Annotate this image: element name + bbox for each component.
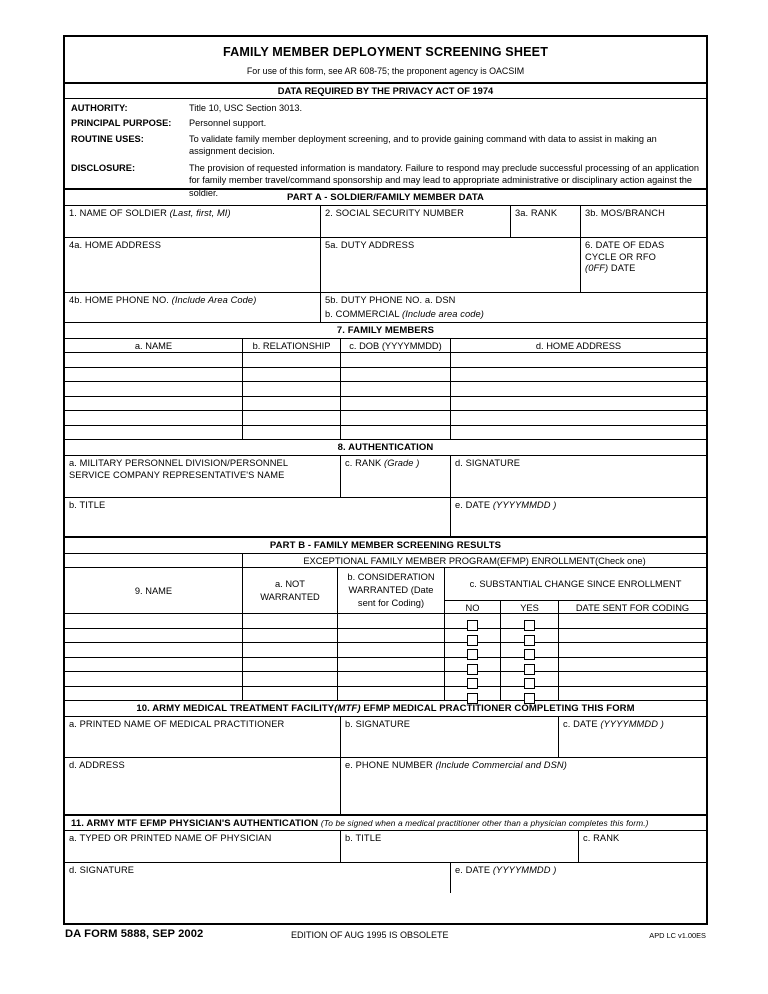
part-b-col-no: NO bbox=[445, 601, 501, 615]
family-cell-name[interactable] bbox=[65, 411, 243, 425]
field-edas-date-line3-it: (0FF) bbox=[585, 263, 609, 273]
field-edas-date-line3-rest: DATE bbox=[608, 263, 636, 273]
family-cell-relationship[interactable] bbox=[243, 426, 341, 440]
field-practitioner-phone-hint: (Include Commercial and DSN) bbox=[435, 760, 567, 770]
section-10-band-pre: 10. ARMY MEDICAL TREATMENT FACILITY bbox=[136, 703, 335, 714]
field-practitioner-name-label: a. PRINTED NAME OF MEDICAL PRACTITIONER bbox=[69, 719, 285, 729]
part-b-cell-yes[interactable] bbox=[501, 658, 559, 672]
part-b-cell-not-warranted[interactable] bbox=[243, 643, 338, 657]
family-col-dob bbox=[341, 339, 451, 352]
field-auth-rank-hint: (Grade ) bbox=[384, 458, 420, 468]
part-b-cell-yes[interactable] bbox=[501, 643, 559, 657]
family-cell-address[interactable] bbox=[451, 353, 706, 367]
family-cell-relationship[interactable] bbox=[243, 397, 341, 411]
field-practitioner-date[interactable] bbox=[559, 717, 706, 757]
section-10-band-post: EFMP MEDICAL PRACTITIONER COMPLETING THIS FORM bbox=[360, 703, 635, 714]
part-a-row-address bbox=[65, 238, 706, 293]
field-edas-date-line1: 6. DATE OF EDAS bbox=[585, 240, 665, 250]
part-b-cell-yes[interactable] bbox=[501, 687, 559, 701]
part-b-cell-date-sent[interactable] bbox=[559, 643, 706, 657]
part-b-cell-name[interactable] bbox=[65, 658, 243, 672]
family-member-row bbox=[65, 353, 706, 368]
field-ssn[interactable] bbox=[321, 206, 511, 237]
family-cell-name[interactable] bbox=[65, 397, 243, 411]
field-auth-title-label: b. TITLE bbox=[69, 500, 106, 510]
field-physician-name[interactable] bbox=[65, 831, 341, 862]
family-cell-address[interactable] bbox=[451, 382, 706, 396]
family-cell-dob[interactable] bbox=[341, 426, 451, 440]
part-a-band: PART A - SOLDIER/FAMILY MEMBER DATA bbox=[65, 190, 706, 206]
family-col-relationship: b. RELATIONSHIP bbox=[243, 339, 341, 352]
part-b-cell-consideration[interactable] bbox=[338, 672, 445, 686]
part-b-cell-name[interactable] bbox=[65, 629, 243, 643]
field-auth-signature[interactable] bbox=[451, 456, 706, 497]
part-b-cell-consideration[interactable] bbox=[338, 658, 445, 672]
section-10-row-2 bbox=[65, 758, 706, 816]
part-b-col-consideration-warranted bbox=[338, 568, 445, 613]
privacy-value-routine-uses: To validate family member deployment screening, and to provide gaining command with data to assist in making an assignment decision. bbox=[189, 133, 657, 156]
authentication-row-1 bbox=[65, 456, 706, 498]
part-b-cell-consideration[interactable] bbox=[338, 629, 445, 643]
field-practitioner-name[interactable] bbox=[65, 717, 341, 757]
field-rank-label: 3a. RANK bbox=[515, 208, 558, 218]
field-physician-date-hint: (YYYYMMDD ) bbox=[492, 865, 557, 875]
authentication-row-2 bbox=[65, 498, 706, 538]
part-b-cell-no[interactable] bbox=[445, 643, 501, 657]
part-b-row bbox=[65, 658, 706, 673]
part-b-col-not-warranted-line1: a. NOT bbox=[275, 579, 305, 589]
field-duty-address[interactable] bbox=[321, 238, 581, 292]
part-b-cell-no[interactable] bbox=[445, 614, 501, 628]
part-b-column-header-row bbox=[65, 568, 706, 614]
footer-edition-note: EDITION OF AUG 1995 IS OBSOLETE bbox=[291, 930, 449, 940]
family-member-row bbox=[65, 411, 706, 426]
privacy-act-heading: DATA REQUIRED BY THE PRIVACY ACT OF 1974 bbox=[65, 84, 706, 99]
part-b-cell-not-warranted[interactable] bbox=[243, 614, 338, 628]
field-home-address-label: 4a. HOME ADDRESS bbox=[69, 240, 162, 250]
field-auth-rank[interactable] bbox=[341, 456, 451, 497]
part-b-band: PART B - FAMILY MEMBER SCREENING RESULTS bbox=[65, 538, 706, 554]
part-b-row bbox=[65, 614, 706, 629]
field-practitioner-phone[interactable] bbox=[341, 758, 706, 814]
field-home-phone-label: 4b. HOME PHONE NO. bbox=[69, 295, 169, 305]
part-b-row bbox=[65, 672, 706, 687]
field-edas-date[interactable] bbox=[581, 238, 706, 292]
part-a-row-phone bbox=[65, 293, 706, 323]
family-col-dob-hint: (YYYYMMDD) bbox=[381, 341, 442, 351]
privacy-key-principal-purpose: PRINCIPAL PURPOSE: bbox=[71, 118, 172, 129]
field-auth-title[interactable] bbox=[65, 498, 451, 536]
family-cell-relationship[interactable] bbox=[243, 411, 341, 425]
part-b-cell-consideration[interactable] bbox=[338, 643, 445, 657]
checkbox-yes[interactable] bbox=[524, 693, 535, 704]
field-rank[interactable] bbox=[511, 206, 581, 237]
part-b-col-not-warranted-line2: WARRANTED bbox=[260, 592, 320, 602]
part-b-cell-yes[interactable] bbox=[501, 672, 559, 686]
part-b-row bbox=[65, 643, 706, 658]
family-cell-relationship[interactable] bbox=[243, 353, 341, 367]
field-edas-date-line3 bbox=[585, 263, 706, 275]
part-b-col-consideration-hint2: sent for Coding) bbox=[357, 598, 425, 608]
field-mos-branch[interactable] bbox=[581, 206, 706, 237]
field-duty-phone[interactable] bbox=[321, 293, 706, 322]
family-member-row bbox=[65, 368, 706, 383]
field-auth-signature-label: d. SIGNATURE bbox=[455, 458, 521, 468]
family-cell-dob[interactable] bbox=[341, 382, 451, 396]
family-members-band: 7. FAMILY MEMBERS bbox=[65, 323, 706, 339]
family-col-dob-label: c. DOB bbox=[349, 341, 380, 351]
part-b-col-consideration-line2-label: WARRANTED bbox=[348, 585, 409, 595]
field-physician-signature[interactable] bbox=[65, 863, 451, 893]
privacy-value-principal-purpose: Personnel support. bbox=[189, 118, 267, 129]
part-b-cell-date-sent[interactable] bbox=[559, 658, 706, 672]
part-b-col-consideration-hint1: (Date bbox=[410, 585, 434, 595]
family-cell-dob[interactable] bbox=[341, 353, 451, 367]
part-b-col-not-warranted bbox=[243, 568, 338, 613]
field-practitioner-signature-label: b. SIGNATURE bbox=[345, 719, 411, 729]
family-cell-relationship[interactable] bbox=[243, 368, 341, 382]
efmp-enrollment-header bbox=[243, 554, 706, 567]
family-cell-name[interactable] bbox=[65, 426, 243, 440]
part-b-name-spacer bbox=[65, 554, 243, 567]
privacy-value-authority: Title 10, USC Section 3013. bbox=[189, 103, 303, 113]
part-b-cell-name[interactable] bbox=[65, 672, 243, 686]
efmp-header-mid: ENROLLMENT bbox=[528, 556, 596, 566]
form-subtitle: For use of this form, see AR 608-75; the proponent agency is OACSIM bbox=[246, 66, 525, 76]
part-b-cell-date-sent[interactable] bbox=[559, 629, 706, 643]
field-practitioner-address[interactable] bbox=[65, 758, 341, 814]
field-physician-date-label: e. DATE bbox=[455, 865, 491, 875]
section-10-band-mtf: (MTF) bbox=[334, 703, 361, 714]
part-b-col-date-sent-coding: DATE SENT FOR CODING bbox=[575, 603, 690, 613]
field-duty-phone-commercial-hint: (Include area code) bbox=[402, 308, 485, 319]
field-physician-date[interactable] bbox=[451, 863, 706, 893]
part-b-cell-yes[interactable] bbox=[501, 614, 559, 628]
part-b-cell-not-warranted[interactable] bbox=[243, 672, 338, 686]
family-col-name: a. NAME bbox=[65, 339, 243, 352]
part-b-cell-name[interactable] bbox=[65, 643, 243, 657]
field-mpd-representative-name[interactable] bbox=[65, 456, 341, 497]
page-title: FAMILY MEMBER DEPLOYMENT SCREENING SHEET bbox=[222, 45, 549, 59]
efmp-header-abbrev: (EFMP) bbox=[496, 556, 529, 566]
privacy-row-principal-purpose bbox=[71, 117, 700, 129]
field-home-phone-hint: (Include Area Code) bbox=[171, 295, 257, 305]
field-name-of-soldier[interactable] bbox=[65, 206, 321, 237]
part-b-col-name: 9. NAME bbox=[65, 568, 243, 613]
family-member-row bbox=[65, 426, 706, 441]
family-cell-name[interactable] bbox=[65, 353, 243, 367]
part-b-cell-date-sent[interactable] bbox=[559, 687, 706, 701]
field-physician-title[interactable] bbox=[341, 831, 579, 862]
field-auth-date[interactable] bbox=[451, 498, 706, 536]
part-b-cell-name[interactable] bbox=[65, 614, 243, 628]
part-b-col-yes: YES bbox=[501, 601, 559, 615]
part-b-cell-consideration[interactable] bbox=[338, 614, 445, 628]
field-practitioner-date-label: c. DATE bbox=[563, 719, 598, 729]
field-duty-phone-dsn: 5b. DUTY PHONE NO. a. DSN bbox=[325, 295, 456, 305]
privacy-row-routine-uses bbox=[71, 133, 700, 158]
family-cell-name[interactable] bbox=[65, 368, 243, 382]
field-physician-signature-label: d. SIGNATURE bbox=[69, 865, 135, 875]
authentication-band: 8. AUTHENTICATION bbox=[65, 440, 706, 456]
efmp-header-pre: EXCEPTIONAL FAMILY MEMBER PROGRAM bbox=[303, 556, 497, 566]
part-b-substantial-change-subheaders bbox=[445, 601, 706, 615]
section-11-row-1 bbox=[65, 831, 706, 863]
section-11-band-pre: 11. ARMY MTF EFMP PHYSICIAN'S AUTHENTICATION bbox=[71, 818, 319, 829]
privacy-key-disclosure: DISCLOSURE: bbox=[71, 163, 136, 174]
part-b-cell-date-sent[interactable] bbox=[559, 672, 706, 686]
privacy-key-authority: AUTHORITY: bbox=[71, 103, 128, 113]
section-11-row-2 bbox=[65, 863, 706, 893]
field-auth-date-hint: (YYYYMMDD ) bbox=[492, 500, 557, 510]
field-practitioner-address-label: d. ADDRESS bbox=[69, 760, 125, 770]
family-cell-address[interactable] bbox=[451, 368, 706, 382]
form-title-block bbox=[65, 37, 706, 84]
privacy-key-routine-uses: ROUTINE USES: bbox=[71, 133, 144, 144]
part-b-cell-not-warranted[interactable] bbox=[243, 658, 338, 672]
field-physician-rank[interactable] bbox=[579, 831, 706, 862]
form-outer-frame bbox=[63, 35, 708, 925]
part-a-row-identity bbox=[65, 206, 706, 238]
part-b-row bbox=[65, 687, 706, 702]
checkbox-no[interactable] bbox=[467, 693, 478, 704]
family-col-home-address: d. HOME ADDRESS bbox=[535, 341, 622, 351]
field-physician-title-label: b. TITLE bbox=[345, 833, 382, 843]
part-b-cell-no[interactable] bbox=[445, 658, 501, 672]
footer-version: APD LC v1.00ES bbox=[649, 931, 706, 940]
field-duty-phone-commercial-label: b. COMMERCIAL bbox=[325, 308, 400, 319]
section-11-band-note: (To be signed when a medical practitioner other than a physician completes this form.) bbox=[320, 818, 649, 828]
field-duty-address-label: 5a. DUTY ADDRESS bbox=[325, 240, 415, 250]
family-cell-dob[interactable] bbox=[341, 397, 451, 411]
field-mpd-representative-name-line2: SERVICE COMPANY REPRESENTATIVE'S NAME bbox=[69, 469, 285, 480]
part-b-efmp-header-row bbox=[65, 554, 706, 568]
field-mpd-representative-name-line1: a. MILITARY PERSONNEL DIVISION/PERSONNEL bbox=[69, 458, 289, 468]
field-ssn-label: 2. SOCIAL SECURITY NUMBER bbox=[325, 208, 464, 218]
field-practitioner-signature[interactable] bbox=[341, 717, 559, 757]
privacy-value-disclosure: The provision of requested information is mandatory. Failure to respond may preclude successful processing of an application for family member travel/command sponsorship and may lead to appropriate administrative or disciplinary action against the soldier. bbox=[189, 163, 700, 198]
part-b-cell-not-warranted[interactable] bbox=[243, 629, 338, 643]
field-home-address[interactable] bbox=[65, 238, 321, 292]
field-auth-rank-label: c. RANK bbox=[345, 458, 382, 468]
field-physician-rank-label: c. RANK bbox=[583, 833, 620, 843]
family-cell-dob[interactable] bbox=[341, 368, 451, 382]
field-practitioner-phone-label: e. PHONE NUMBER bbox=[345, 760, 433, 770]
field-mos-branch-label: 3b. MOS/BRANCH bbox=[585, 208, 665, 218]
family-member-row bbox=[65, 382, 706, 397]
section-11-band bbox=[65, 816, 706, 831]
family-cell-address[interactable] bbox=[451, 426, 706, 440]
field-auth-date-label: e. DATE bbox=[455, 500, 491, 510]
privacy-row-authority bbox=[71, 102, 700, 114]
family-cell-address[interactable] bbox=[451, 397, 706, 411]
efmp-header-check-one: (Check one) bbox=[595, 556, 646, 566]
section-10-row-1 bbox=[65, 717, 706, 758]
family-cell-name[interactable] bbox=[65, 382, 243, 396]
footer-form-id: DA FORM 5888, SEP 2002 bbox=[65, 928, 204, 940]
family-members-header-row bbox=[65, 339, 706, 353]
part-b-cell-consideration[interactable] bbox=[338, 687, 445, 701]
part-b-cell-no[interactable] bbox=[445, 687, 501, 701]
part-b-cell-not-warranted[interactable] bbox=[243, 687, 338, 701]
part-b-row bbox=[65, 629, 706, 644]
family-cell-address[interactable] bbox=[451, 411, 706, 425]
part-b-cell-name[interactable] bbox=[65, 687, 243, 701]
part-b-substantial-change-label: c. SUBSTANTIAL CHANGE SINCE ENROLLMENT bbox=[445, 568, 706, 601]
section-10-band bbox=[65, 701, 706, 717]
part-b-cell-no[interactable] bbox=[445, 672, 501, 686]
field-name-of-soldier-label: 1. NAME OF SOLDIER bbox=[69, 208, 167, 218]
part-b-cell-yes[interactable] bbox=[501, 629, 559, 643]
part-b-cell-date-sent[interactable] bbox=[559, 614, 706, 628]
field-edas-date-line2: CYCLE OR RFO bbox=[585, 251, 656, 262]
part-b-col-substantial-change bbox=[445, 568, 706, 613]
field-practitioner-date-hint: (YYYYMMDD ) bbox=[600, 719, 664, 729]
part-b-col-consideration-line1: b. CONSIDERATION bbox=[347, 572, 435, 582]
field-name-of-soldier-hint: (Last, first, MI) bbox=[169, 208, 231, 218]
part-b-col-consideration-line2 bbox=[338, 584, 444, 597]
field-physician-name-label: a. TYPED OR PRINTED NAME OF PHYSICIAN bbox=[69, 833, 272, 843]
field-home-phone[interactable] bbox=[65, 293, 321, 322]
family-cell-relationship[interactable] bbox=[243, 382, 341, 396]
family-cell-dob[interactable] bbox=[341, 411, 451, 425]
form-footer bbox=[63, 928, 708, 948]
field-duty-phone-commercial bbox=[325, 307, 706, 321]
family-member-row bbox=[65, 397, 706, 412]
part-b-cell-no[interactable] bbox=[445, 629, 501, 643]
